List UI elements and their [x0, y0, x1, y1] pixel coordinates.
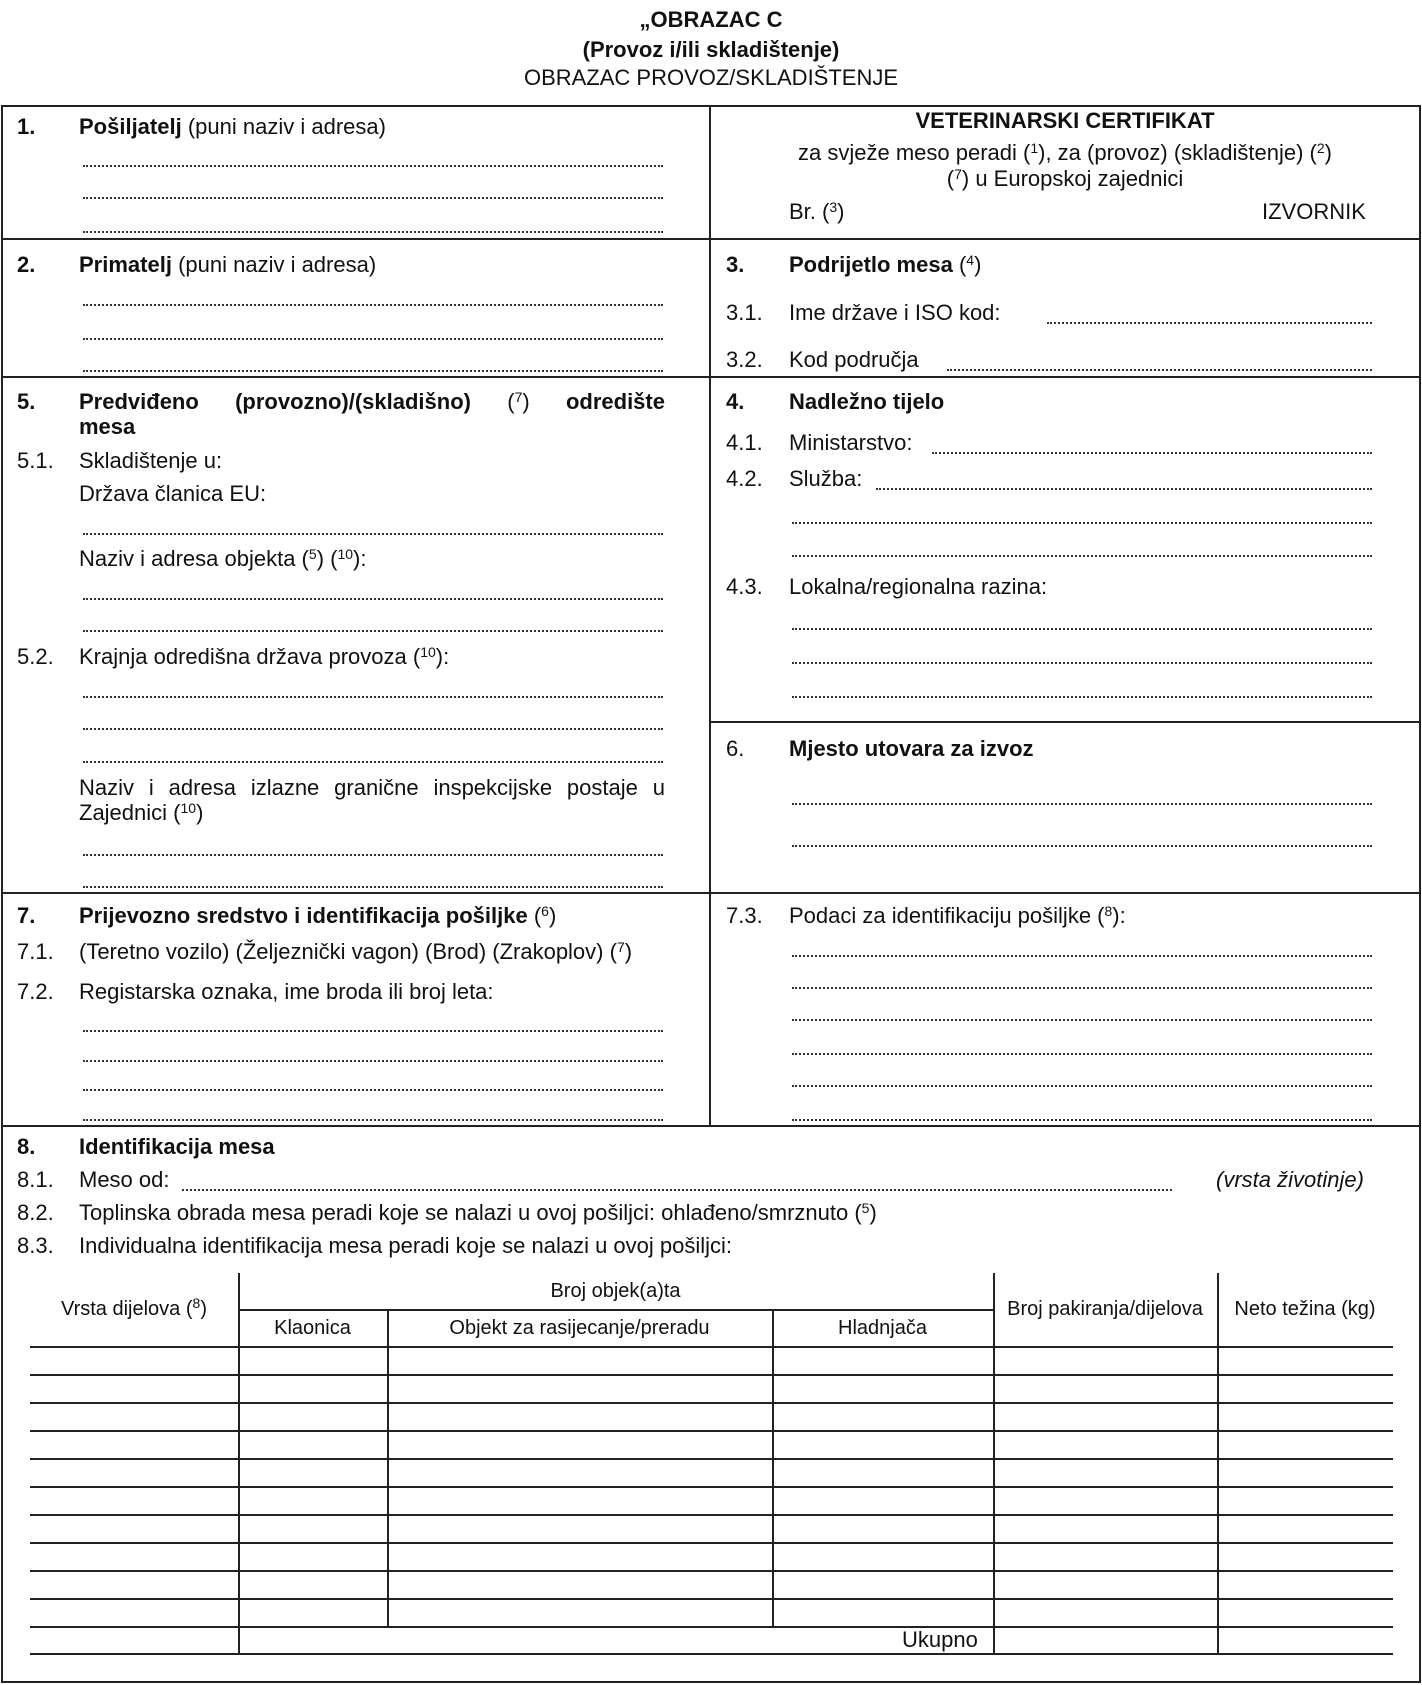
registration-line-2[interactable] — [83, 1060, 663, 1062]
establishment-line-1[interactable] — [83, 598, 663, 600]
box7-title: Prijevozno sredstvo i identifikacija pošiljke — [79, 903, 528, 928]
final-transit-line-3[interactable] — [83, 761, 663, 763]
animal-species-field[interactable] — [182, 1189, 1172, 1191]
box7-item2-number: 7.2. — [17, 979, 54, 1004]
box3-title: Podrijetlo mesa — [789, 252, 953, 277]
box2-line-1[interactable] — [83, 304, 663, 306]
box5-item1-number: 5.1. — [17, 448, 54, 473]
certificate-title: VETERINARSKI CERTIFIKAT — [915, 108, 1215, 133]
consignment-id-line-6[interactable] — [792, 1119, 1372, 1121]
box4-number: 4. — [726, 389, 745, 414]
table-vline-1 — [238, 1273, 240, 1653]
box1-heading — [79, 114, 386, 140]
table-row[interactable] — [30, 1514, 1393, 1516]
local-level-line-2[interactable] — [792, 662, 1372, 664]
col-cold-store: Hladnjača — [838, 1317, 927, 1339]
table-vline-2 — [387, 1309, 389, 1626]
column-divider — [709, 105, 711, 1126]
member-state-field[interactable] — [83, 533, 663, 535]
registration-label: Registarska oznaka, ime broda ili broj leta: — [79, 979, 494, 1004]
region-code-field[interactable] — [947, 369, 1372, 371]
box3-item1-number: 3.1. — [726, 300, 763, 325]
col-package-count: Broj pakiranja/dijelova — [1007, 1298, 1203, 1320]
box4-title: Nadležno tijelo — [789, 389, 945, 414]
table-row[interactable] — [30, 1458, 1393, 1460]
consignment-id-line-3[interactable] — [792, 1019, 1372, 1021]
final-transit-country-label: Krajnja odredišna država provoza ($^{10}$): — [79, 644, 450, 669]
consignment-id-label: Podaci za identifikaciju pošiljke ($^8$): — [789, 903, 1126, 928]
box1-line-3[interactable] — [83, 231, 663, 233]
col-cutting-plant: Objekt za rasijecanje/preradu — [449, 1317, 710, 1339]
member-state-label: Država članica EU: — [79, 481, 267, 506]
header-bottom-line — [30, 1346, 1393, 1348]
table-row[interactable] — [30, 1626, 1393, 1628]
box4-item3-number: 4.3. — [726, 574, 763, 599]
total-label: Ukupno — [902, 1627, 978, 1652]
individual-id-label: Individualna identifikacija mesa peradi koje se nalazi u ovoj pošiljci: — [79, 1233, 733, 1258]
box2-title: Primatelj — [79, 252, 172, 277]
consignment-id-line-1[interactable] — [792, 955, 1372, 957]
consignment-id-line-4[interactable] — [792, 1053, 1372, 1055]
exit-bip-line-1[interactable] — [83, 854, 663, 856]
table-vline-5 — [1217, 1273, 1219, 1653]
col-establishments-group: Broj objek(a)ta — [550, 1280, 681, 1302]
consignment-id-line-2[interactable] — [792, 987, 1372, 989]
form-name: OBRAZAC PROVOZ/SKLADIŠTENJE — [523, 65, 899, 90]
table-row[interactable] — [30, 1598, 1393, 1600]
box2-line-2[interactable] — [83, 338, 663, 340]
header-group-line — [238, 1309, 993, 1311]
service-label: Služba: — [789, 466, 863, 491]
service-field-2[interactable] — [792, 522, 1372, 524]
certificate-scope-line2: ($^7$) u Europskoj zajednici — [946, 166, 1184, 191]
exit-bip-label-line1: Naziv i adresa izlazne granične inspekcijske postaje u — [79, 775, 665, 800]
box4-item1-number: 4.1. — [726, 430, 763, 455]
establishment-label: Naziv i adresa objekta ($^5$) ($^{10}$): — [79, 546, 367, 571]
certificate-frame — [1, 105, 1421, 1683]
box5-item2-number: 5.2. — [17, 644, 54, 669]
registration-line-3[interactable] — [83, 1089, 663, 1091]
box7-heading: Prijevozno sredstvo i identifikacija pošiljke ($^6$) — [79, 903, 557, 928]
table-row[interactable] — [30, 1486, 1393, 1488]
box6-number: 6. — [726, 736, 745, 761]
box4-item2-number: 4.2. — [726, 466, 763, 491]
box1-title: Pošiljatelj — [79, 114, 182, 139]
final-transit-line-1[interactable] — [83, 696, 663, 698]
loading-place-line-2[interactable] — [792, 845, 1372, 847]
box2-number: 2. — [17, 252, 36, 277]
box1-line-1[interactable] — [83, 165, 663, 167]
box1-subtitle: (puni naziv i adresa) — [187, 114, 386, 139]
table-row[interactable] — [30, 1430, 1393, 1432]
box2-heading — [79, 252, 376, 278]
table-vline-4 — [993, 1273, 995, 1653]
box6-title: Mjesto utovara za izvoz — [789, 736, 1034, 761]
service-field-3[interactable] — [792, 555, 1372, 557]
exit-bip-line-2[interactable] — [83, 886, 663, 888]
storage-in-label: Skladištenje u: — [79, 448, 223, 473]
establishment-line-2[interactable] — [83, 630, 663, 632]
table-row[interactable] — [30, 1542, 1393, 1544]
row-divider-4 — [1, 1125, 1421, 1127]
col-slaughterhouse: Klaonica — [274, 1317, 351, 1339]
box7-item3-number: 7.3. — [726, 903, 763, 928]
loading-place-line-1[interactable] — [792, 803, 1372, 805]
service-field-1[interactable] — [876, 488, 1372, 490]
row-divider-1 — [1, 238, 1421, 240]
box8-number: 8. — [17, 1134, 36, 1159]
ministry-label: Ministarstvo: — [789, 430, 913, 455]
box5-number: 5. — [17, 389, 36, 414]
ministry-field[interactable] — [932, 452, 1372, 454]
table-row[interactable] — [30, 1402, 1393, 1404]
box8-item1-number: 8.1. — [17, 1167, 54, 1192]
local-level-line-3[interactable] — [792, 696, 1372, 698]
heat-treatment-label: Toplinska obrada mesa peradi koje se nalazi u ovoj pošiljci: ohlađeno/smrznuto ($^5$) — [79, 1200, 877, 1225]
box5-title-line2: mesa — [79, 414, 136, 439]
box7-number: 7. — [17, 903, 36, 928]
box1-line-2[interactable] — [83, 197, 663, 199]
final-transit-line-2[interactable] — [83, 728, 663, 730]
certificate-number-label: Br. ($^3$) — [789, 199, 845, 224]
certificate-scope-line1: za svježe meso peradi ($^1$), za (provoz) (skladištenje) ($^2$) — [798, 140, 1332, 165]
transport-type-label: (Teretno vozilo) (Željeznički vagon) (Brod) (Zrakoplov) ($^7$) — [79, 939, 633, 964]
consignment-id-line-5[interactable] — [792, 1085, 1372, 1087]
box3-number: 3. — [726, 252, 745, 277]
box8-item3-number: 8.3. — [17, 1233, 54, 1258]
meat-of-label: Meso od: — [79, 1167, 170, 1192]
col-part-type: Vrsta dijelova ($^8$) — [60, 1295, 207, 1320]
region-code-label: Kod područja — [789, 347, 919, 372]
col-net-weight: Neto težina (kg) — [1234, 1298, 1376, 1320]
box5-title-line1: Predviđeno (provozno)/(skladišno) ($^7$) odredište — [79, 389, 665, 414]
box2-line-3[interactable] — [83, 370, 663, 372]
original-label: IZVORNIK — [1262, 199, 1366, 224]
box3-heading: Podrijetlo mesa ($^4$) — [789, 252, 982, 277]
row-divider-2 — [1, 376, 1421, 378]
box3-item2-number: 3.2. — [726, 347, 763, 372]
box7-item1-number: 7.1. — [17, 939, 54, 964]
country-iso-field[interactable] — [1047, 322, 1372, 324]
table-bottom-line — [30, 1653, 1393, 1655]
table-row[interactable] — [30, 1374, 1393, 1376]
animal-species-hint: (vrsta životinje) — [1216, 1167, 1364, 1192]
table-vline-3 — [772, 1309, 774, 1626]
box8-item2-number: 8.2. — [17, 1200, 54, 1225]
box2-subtitle: (puni naziv i adresa) — [178, 252, 377, 277]
registration-line-4[interactable] — [83, 1119, 663, 1121]
form-subtitle: (Provoz i/ili skladištenje) — [582, 37, 840, 62]
row-divider-box6 — [709, 721, 1421, 723]
box1-number: 1. — [17, 114, 36, 139]
row-divider-3 — [1, 892, 1421, 894]
form-title: „OBRAZAC C — [639, 7, 783, 32]
local-level-line-1[interactable] — [792, 628, 1372, 630]
exit-bip-label-line2: Zajednici ($^{10}$) — [79, 800, 204, 825]
box8-title: Identifikacija mesa — [79, 1134, 275, 1159]
country-iso-label: Ime države i ISO kod: — [789, 300, 1001, 325]
local-level-label: Lokalna/regionalna razina: — [789, 574, 1048, 599]
table-row[interactable] — [30, 1570, 1393, 1572]
registration-line-1[interactable] — [83, 1030, 663, 1032]
